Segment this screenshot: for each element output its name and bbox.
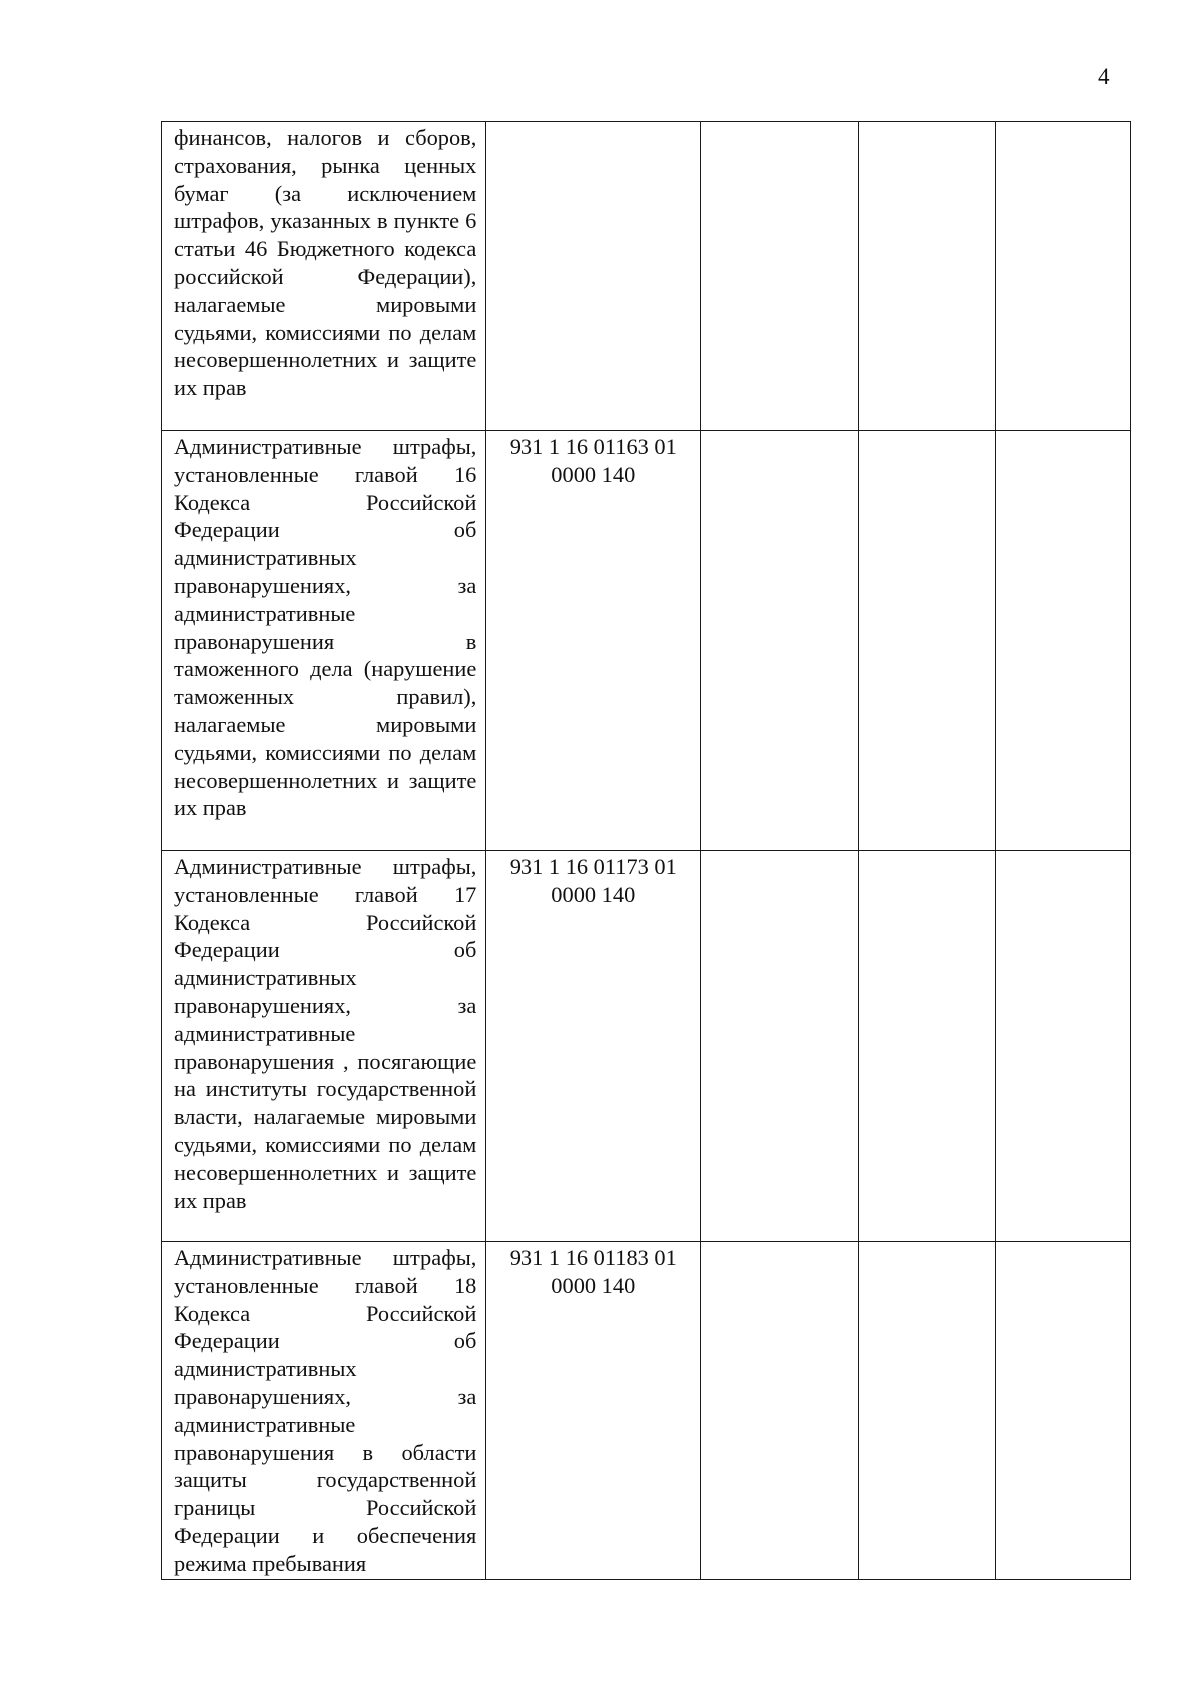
page-number: 4 xyxy=(1098,64,1110,89)
empty-cell xyxy=(701,1242,859,1580)
table-row xyxy=(162,431,1131,851)
revenue-name-cell xyxy=(162,1242,486,1580)
table-row xyxy=(162,122,1131,431)
empty-cell xyxy=(996,122,1131,431)
revenue-name-text: финансов, налогов и сборов, страхования, рынка ценных бумаг (за исключением штрафов, указанных в пункте 6 статьи 46 Бюджетного кодекса российской Федерации), налагаемые мировыми судьями, комиссиями по делам несовершеннолетних и защите их прав xyxy=(174,125,477,401)
table-row xyxy=(162,851,1131,1242)
revenue-name-cell xyxy=(162,851,486,1242)
empty-cell xyxy=(859,1242,996,1580)
empty-cell xyxy=(701,431,859,851)
empty-cell xyxy=(859,122,996,431)
budget-codes-table xyxy=(161,121,1131,1580)
empty-cell xyxy=(996,431,1131,851)
revenue-code-text: 931 1 16 01173 01 0000 140 xyxy=(509,854,677,907)
empty-cell xyxy=(996,851,1131,1242)
revenue-code-text: 931 1 16 01183 01 0000 140 xyxy=(509,1245,677,1298)
empty-cell xyxy=(859,851,996,1242)
revenue-code-cell xyxy=(486,431,701,851)
revenue-name-text: Административные штрафы, установленные главой 17 Кодекса Российской Федерации об административных правонарушениях, за административные правонарушения , посягающие на институты государственной власти, налагаемые мировыми судьями, комиссиями по делам несовершеннолетних и защите их прав xyxy=(174,854,477,1213)
empty-cell xyxy=(701,851,859,1242)
revenue-name-text: Административные штрафы, установленные главой 18 Кодекса Российской Федерации об административных правонарушениях, за административные правонарушения в области защиты государственной границы Российской Федерации и обеспечения режима пребывания xyxy=(174,1245,477,1576)
revenue-name-text: Административные штрафы, установленные главой 16 Кодекса Российской Федерации об административных правонарушениях, за административные правонарушения в таможенного дела (нарушение таможенных правил), налагаемые мировыми судьями, комиссиями по делам несовершеннолетних и защите их прав xyxy=(174,434,477,821)
empty-cell xyxy=(996,1242,1131,1580)
empty-cell xyxy=(859,431,996,851)
revenue-code-cell xyxy=(486,122,701,431)
revenue-name-cell xyxy=(162,122,486,431)
revenue-code-cell xyxy=(486,1242,701,1580)
revenue-name-cell xyxy=(162,431,486,851)
revenue-code-text: 931 1 16 01163 01 0000 140 xyxy=(509,434,677,487)
table-row xyxy=(162,1242,1131,1580)
empty-cell xyxy=(701,122,859,431)
revenue-code-cell xyxy=(486,851,701,1242)
